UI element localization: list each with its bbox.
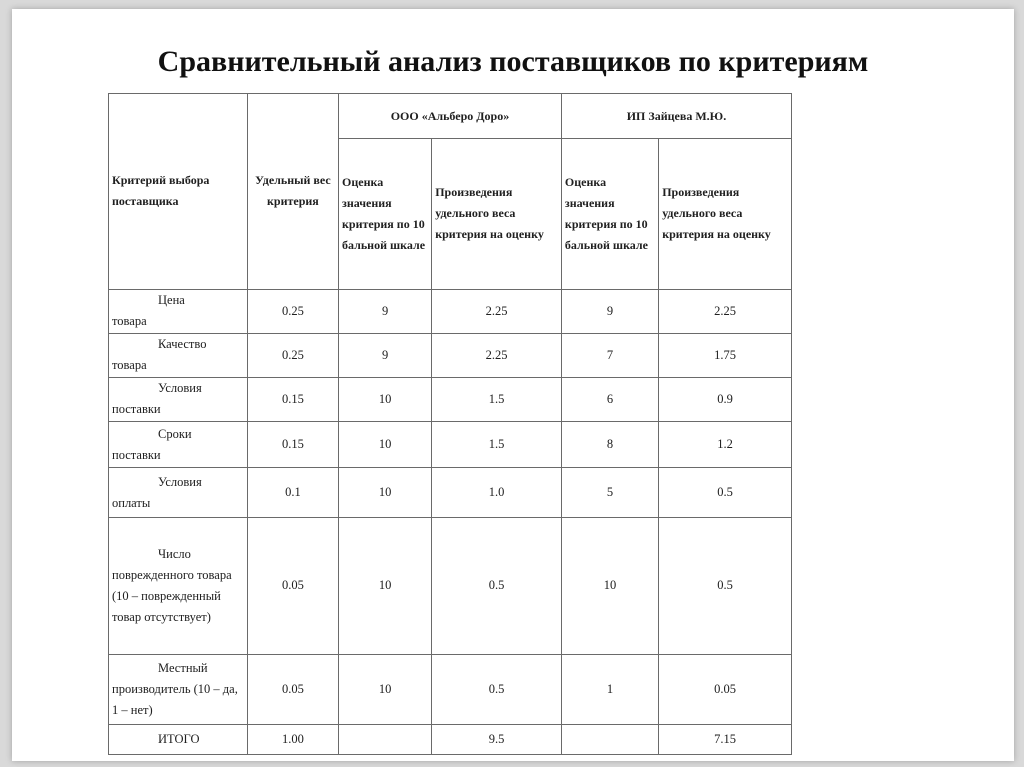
table-row	[109, 289, 792, 333]
row-s1-product: 2.25	[432, 289, 562, 333]
row-criterion: Качество товара	[109, 333, 248, 377]
header-s2-product: Произведения удельного веса критерия на оценку	[659, 139, 792, 289]
row-s1-product: 1.5	[432, 377, 562, 421]
row-criterion: Сроки поставки	[109, 421, 248, 467]
row-weight: 0.15	[247, 377, 338, 421]
row-weight: 0.05	[247, 518, 338, 654]
row-s2-score: 6	[561, 377, 658, 421]
row-s2-product: 0.9	[659, 377, 792, 421]
row-s2-score: 10	[561, 518, 658, 654]
row-s2-product: 0.05	[659, 654, 792, 724]
table-row	[109, 377, 792, 421]
header-supplier-2: ИП Зайцева М.Ю.	[561, 94, 791, 139]
row-s1-score: 10	[339, 421, 432, 467]
row-s1-score: 9	[339, 333, 432, 377]
header-supplier-1: ООО «Альберо Доро»	[339, 94, 562, 139]
row-weight: 0.05	[247, 654, 338, 724]
row-s1-score: 10	[339, 377, 432, 421]
slide-title: Сравнительный анализ поставщиков по критериям	[157, 45, 869, 78]
supplier-comparison-table	[108, 93, 792, 755]
header-criterion: Критерий выбора поставщика	[109, 94, 248, 290]
total-s2-product: 7.15	[659, 724, 792, 754]
slide	[12, 9, 1014, 761]
row-weight: 0.15	[247, 421, 338, 467]
total-label: ИТОГО	[109, 724, 248, 754]
row-s1-product: 0.5	[432, 654, 562, 724]
row-s2-product: 2.25	[659, 289, 792, 333]
header-weight: Удельный вес критерия	[247, 94, 338, 290]
row-s1-score: 10	[339, 468, 432, 518]
row-criterion: Условия оплаты	[109, 468, 248, 518]
row-s1-product: 1.5	[432, 421, 562, 467]
table-row	[109, 421, 792, 467]
row-s1-product: 1.0	[432, 468, 562, 518]
table-row	[109, 654, 792, 724]
total-s2-score	[561, 724, 658, 754]
row-s1-product: 2.25	[432, 333, 562, 377]
total-weight: 1.00	[247, 724, 338, 754]
row-s2-score: 1	[561, 654, 658, 724]
total-s1-product: 9.5	[432, 724, 562, 754]
row-s2-score: 9	[561, 289, 658, 333]
row-weight: 0.1	[247, 468, 338, 518]
header-s1-product: Произведения удельного веса критерия на оценку	[432, 139, 562, 289]
row-criterion: Местный производитель (10 – да, 1 – нет)	[109, 654, 248, 724]
row-weight: 0.25	[247, 333, 338, 377]
row-s2-score: 8	[561, 421, 658, 467]
row-s2-product: 0.5	[659, 468, 792, 518]
row-s1-product: 0.5	[432, 518, 562, 654]
header-s1-score: Оценка значения критерия по 10 бальной шкале	[339, 139, 432, 289]
table-total-row	[109, 724, 792, 754]
table-row	[109, 333, 792, 377]
row-criterion: Цена товара	[109, 289, 248, 333]
row-s2-product: 1.2	[659, 421, 792, 467]
row-s2-score: 5	[561, 468, 658, 518]
row-s1-score: 9	[339, 289, 432, 333]
header-s2-score: Оценка значения критерия по 10 бальной шкале	[561, 139, 658, 289]
total-s1-score	[339, 724, 432, 754]
row-criterion: Число поврежденного товара (10 – поврежденный товар отсутствует)	[109, 518, 248, 654]
row-s2-score: 7	[561, 333, 658, 377]
row-s2-product: 1.75	[659, 333, 792, 377]
row-s2-product: 0.5	[659, 518, 792, 654]
row-s1-score: 10	[339, 654, 432, 724]
row-weight: 0.25	[247, 289, 338, 333]
row-s1-score: 10	[339, 518, 432, 654]
row-criterion: Условия поставки	[109, 377, 248, 421]
table-row	[109, 518, 792, 654]
table-row	[109, 468, 792, 518]
